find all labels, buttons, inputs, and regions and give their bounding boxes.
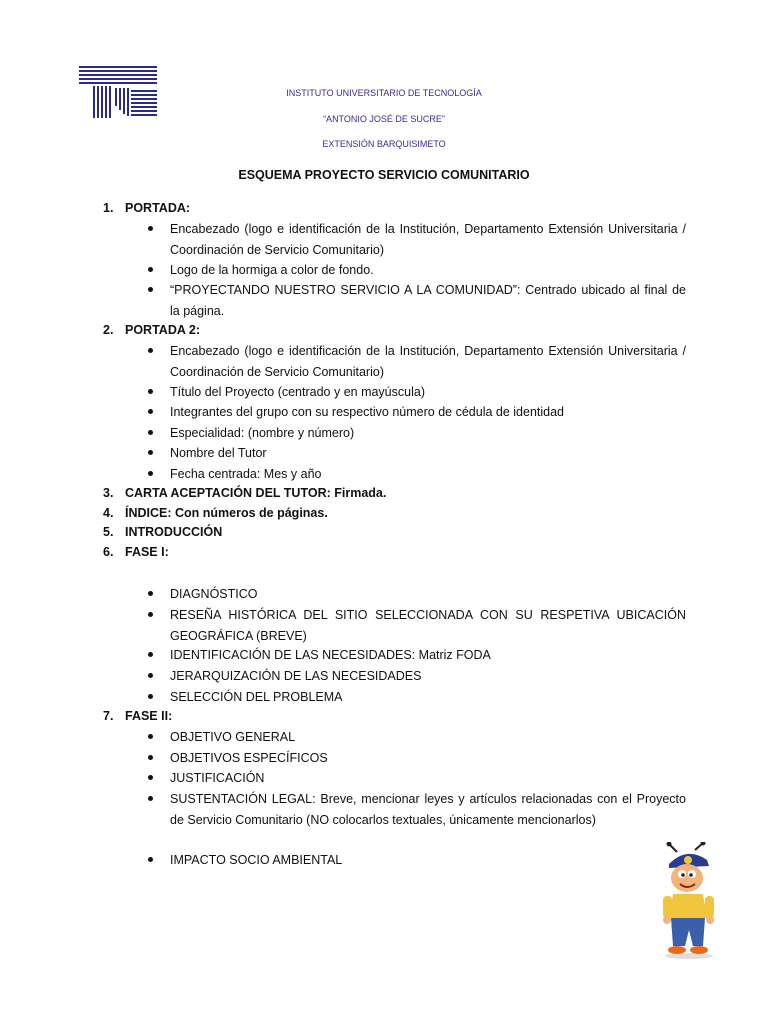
institution-name: INSTITUTO UNIVERSITARIO DE TECNOLOGÍA xyxy=(286,88,482,98)
list-item: SUSTENTACIÓN LEGAL: Breve, mencionar leyes y artículos relacionadas con el Proyecto de Servicio Comunitario (NO colocarlos textuales, únicamente mencionarlos) xyxy=(148,789,686,830)
section-4 xyxy=(103,506,328,520)
list-item: JUSTIFICACIÓN xyxy=(148,768,686,789)
section-2 xyxy=(103,323,200,337)
list-item: Nombre del Tutor xyxy=(148,443,686,464)
bullet-icon xyxy=(148,734,153,739)
section-label: PORTADA 2: xyxy=(125,323,200,337)
bullet-icon xyxy=(148,591,153,596)
bullet-icon xyxy=(148,652,153,657)
bullet-icon xyxy=(148,287,153,292)
section-number: 1. xyxy=(103,201,114,215)
list-item: Especialidad: (nombre y número) xyxy=(148,423,686,444)
list-item: DIAGNÓSTICO xyxy=(148,584,686,605)
bullet-icon xyxy=(148,471,153,476)
bullet-icon xyxy=(148,450,153,455)
list-item: Título del Proyecto (centrado y en mayúscula) xyxy=(148,382,686,403)
institution-extension: EXTENSIÓN BARQUISIMETO xyxy=(322,139,446,149)
list-item: IDENTIFICACIÓN DE LAS NECESIDADES: Matriz FODA xyxy=(148,645,686,666)
ant-mascot-icon xyxy=(655,842,723,960)
bullet-icon xyxy=(148,755,153,760)
section-label: INTRODUCCIÓN xyxy=(125,525,223,539)
section-label: PORTADA: xyxy=(125,201,191,215)
list-item: RESEÑA HISTÓRICA DEL SITIO SELECCIONADA CON SU RESPETIVA UBICACIÓN GEOGRÁFICA (BREVE) xyxy=(148,605,686,646)
list-item: Fecha centrada: Mes y año xyxy=(148,464,686,485)
list-item: OBJETIVOS ESPECÍFICOS xyxy=(148,748,686,769)
bullet-icon xyxy=(148,796,153,801)
list-item: Encabezado (logo e identificación de la Institución, Departamento Extensión Universitaria / Coordinación de Servicio Comunitario) xyxy=(148,219,686,260)
list-item: JERARQUIZACIÓN DE LAS NECESIDADES xyxy=(148,666,686,687)
bullet-icon xyxy=(148,267,153,272)
section-label: CARTA ACEPTACIÓN DEL TUTOR: Firmada. xyxy=(125,486,387,500)
institution-subname: “ANTONIO JOSÉ DE SUCRE” xyxy=(323,114,445,124)
section-1 xyxy=(103,201,190,215)
bullet-icon xyxy=(148,430,153,435)
section-number: 5. xyxy=(103,525,114,539)
section-6 xyxy=(103,545,169,559)
section-number: 3. xyxy=(103,486,114,500)
bullet-icon xyxy=(148,857,153,862)
section-label: ÍNDICE: Con números de páginas. xyxy=(125,506,328,520)
list-item: Logo de la hormiga a color de fondo. xyxy=(148,260,686,281)
section-7 xyxy=(103,709,172,723)
bullet-icon xyxy=(148,673,153,678)
section-3 xyxy=(103,486,386,500)
section-5 xyxy=(103,525,222,539)
section-number: 6. xyxy=(103,545,114,559)
list-item: IMPACTO SOCIO AMBIENTAL xyxy=(148,850,686,871)
bullet-icon xyxy=(148,775,153,780)
list-item: OBJETIVO GENERAL xyxy=(148,727,686,748)
document-title: ESQUEMA PROYECTO SERVICIO COMUNITARIO xyxy=(238,168,530,182)
section-label: FASE II: xyxy=(125,709,173,723)
list-item: “PROYECTANDO NUESTRO SERVICIO A LA COMUNIDAD”: Centrado ubicado al final de la página. xyxy=(148,280,686,321)
bullet-icon xyxy=(148,226,153,231)
list-item: Integrantes del grupo con su respectivo número de cédula de identidad xyxy=(148,402,686,423)
section-number: 2. xyxy=(103,323,114,337)
list-item: Encabezado (logo e identificación de la Institución, Departamento Extensión Universitaria / Coordinación de Servicio Comunitario) xyxy=(148,341,686,382)
bullet-icon xyxy=(148,612,153,617)
bullet-icon xyxy=(148,409,153,414)
bullet-icon xyxy=(148,694,153,699)
bullet-icon xyxy=(148,389,153,394)
section-label: FASE I: xyxy=(125,545,169,559)
section-number: 4. xyxy=(103,506,114,520)
bullet-icon xyxy=(148,348,153,353)
section-number: 7. xyxy=(103,709,114,723)
list-item: SELECCIÓN DEL PROBLEMA xyxy=(148,687,686,708)
